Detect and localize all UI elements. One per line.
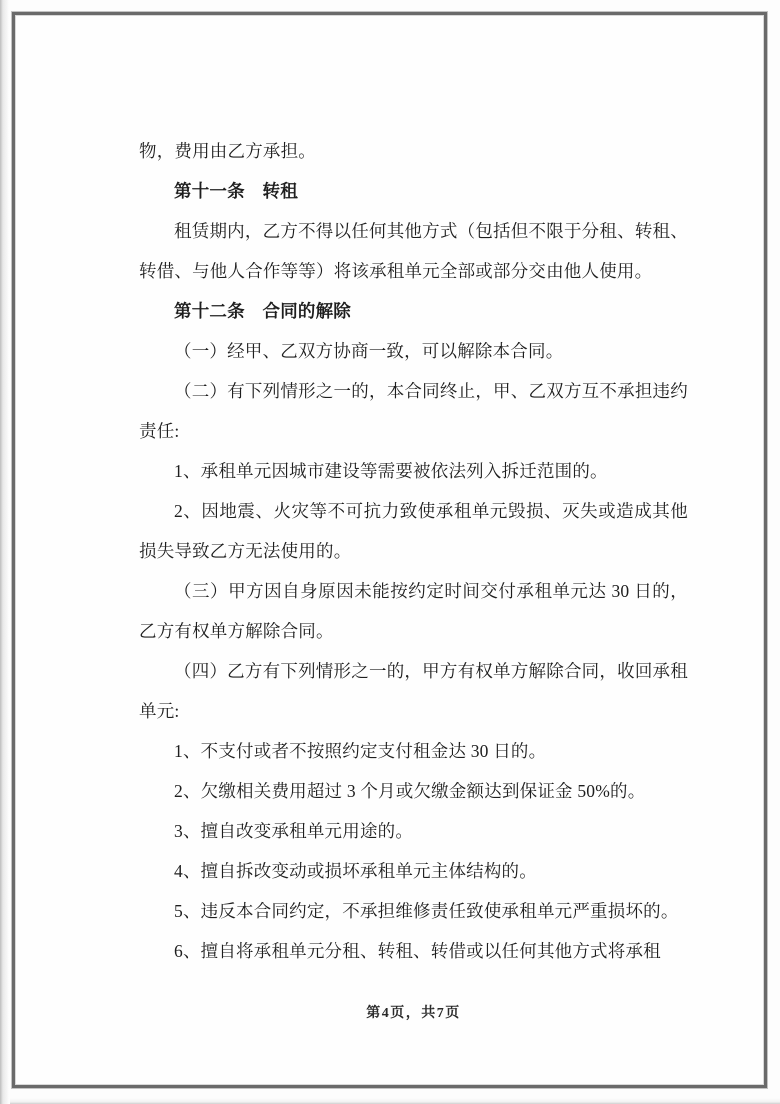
clause-heading-article-11: 第十一条 转租: [174, 181, 298, 201]
paragraph-item-4-sub-2: 2、欠缴相关费用超过 3 个月或欠缴金额达到保证金 50%的。: [174, 781, 646, 801]
contract-body: [139, 131, 688, 971]
paragraph-item-1: （一）经甲、乙双方协商一致，可以解除本合同。: [174, 341, 564, 361]
clause-heading-article-12: 第十二条 合同的解除: [174, 301, 351, 321]
paragraph-sublease-rule: 租赁期内，乙方不得以任何其他方式（包括但不限于分租、转租、转借、与他人合作等等）将该承租单元全部或部分交由他人使用。: [139, 221, 688, 281]
paragraph-item-2: （二）有下列情形之一的，本合同终止，甲、乙双方互不承担违约责任:: [139, 381, 688, 441]
page-footer: 第4页，共7页: [366, 1006, 461, 1021]
paragraph-item-4-sub-4: 4、擅自拆改变动或损坏承租单元主体结构的。: [174, 861, 537, 881]
paragraph-item-2-sub-1: 1、承租单元因城市建设等需要被依法列入拆迁范围的。: [174, 461, 608, 481]
paragraph-item-4-sub-3: 3、擅自改变承租单元用途的。: [174, 821, 414, 841]
paragraph-item-3: （三）甲方因自身原因未能按约定时间交付承租单元达 30 日的，乙方有权单方解除合同。: [139, 581, 688, 641]
paragraph-item-4-sub-6: 6、擅自将承租单元分租、转租、转借或以任何其他方式将承租: [174, 941, 661, 961]
paragraph-item-4-sub-1: 1、不支付或者不按照约定支付租金达 30 日的。: [174, 741, 547, 761]
paragraph-item-4-sub-5: 5、违反本合同约定，不承担维修责任致使承租单元严重损坏的。: [174, 901, 679, 921]
paragraph-item-4: （四）乙方有下列情形之一的，甲方有权单方解除合同，收回承租单元:: [139, 661, 688, 721]
paragraph-item-2-sub-2: 2、因地震、火灾等不可抗力致使承租单元毁损、灭失或造成其他损失导致乙方无法使用的。: [139, 501, 688, 561]
paragraph-continuation: 物，费用由乙方承担。: [139, 141, 316, 161]
